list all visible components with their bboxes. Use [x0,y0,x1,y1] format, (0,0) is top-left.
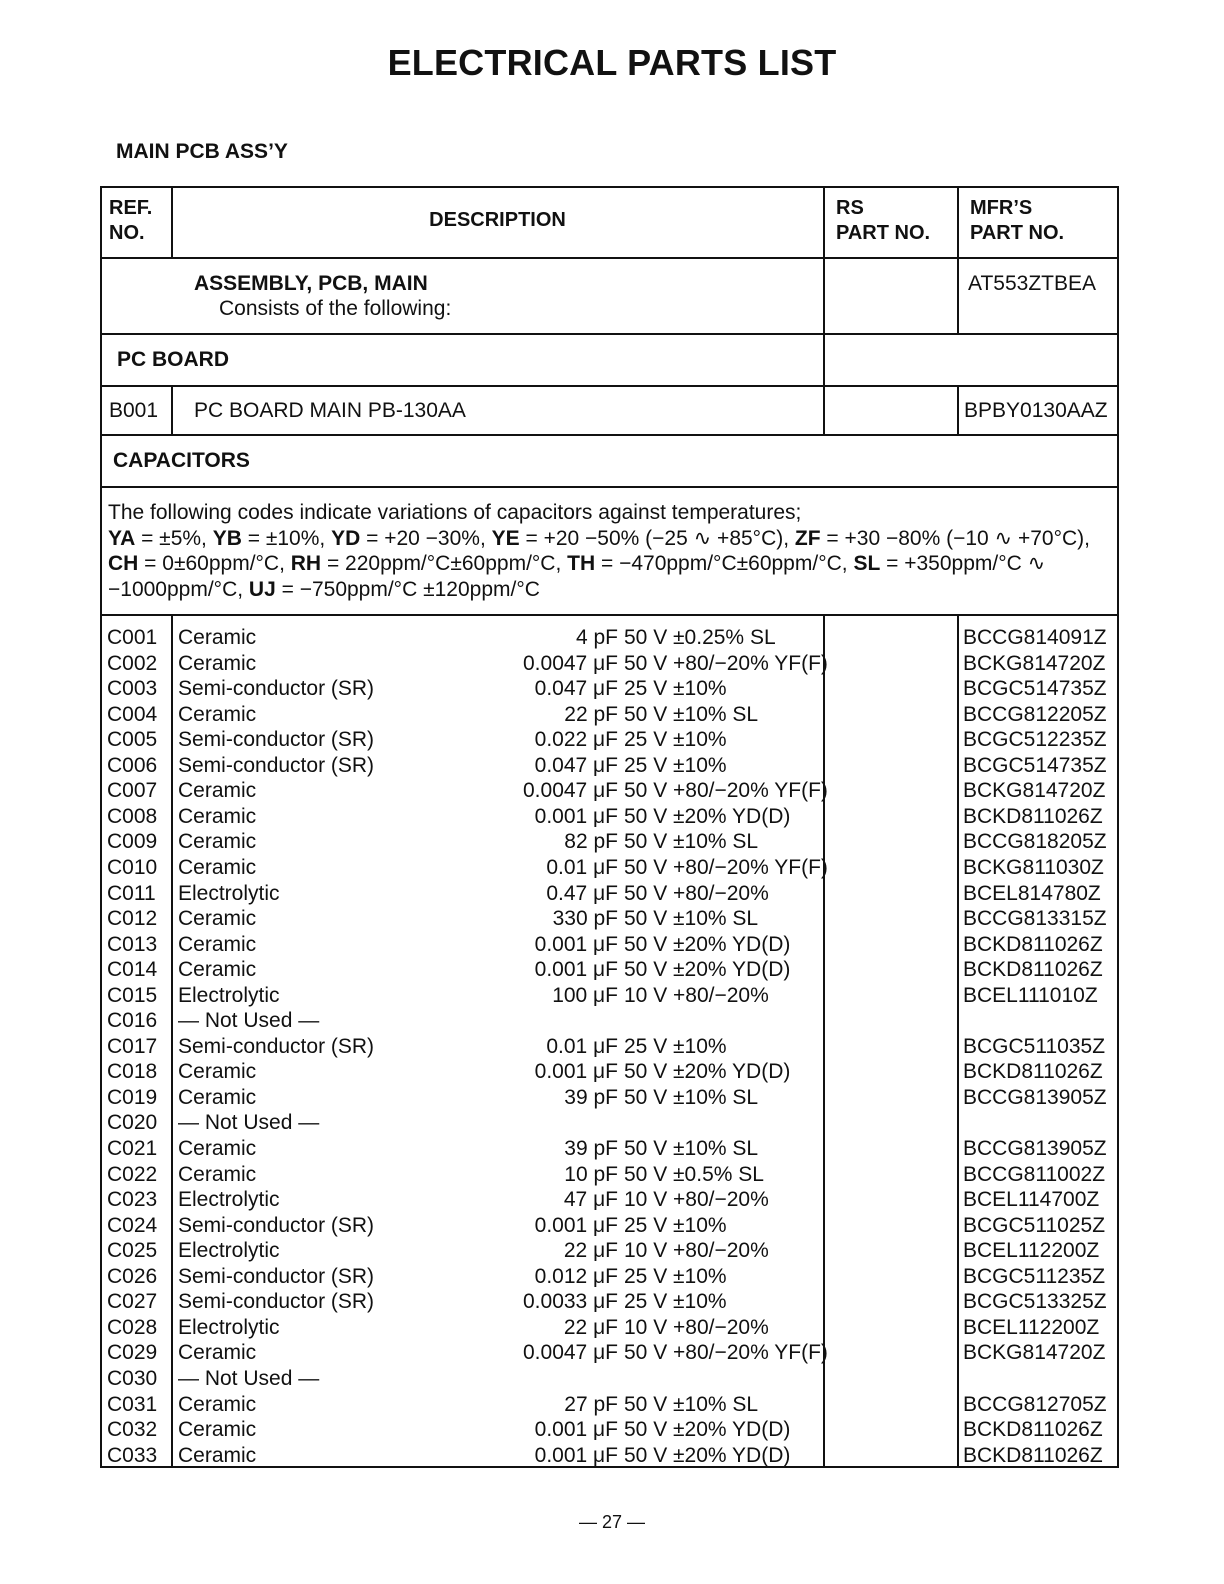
table-row [102,957,1117,983]
row-ref: C028 [107,1315,158,1339]
row-ref: C030 [107,1366,158,1390]
table-row [102,983,1117,1009]
row-mfr-part: BCEL814780Z [963,881,1101,905]
row-mfr-part: BCCG812205Z [963,702,1107,726]
table-row [102,1213,1117,1239]
row-ref: C025 [107,1239,158,1263]
row-ref: C033 [107,1443,158,1467]
row-ref: C029 [107,1341,158,1365]
table-row [102,1315,1117,1341]
table-row [102,1443,1117,1469]
row-spec: 50 V ±20% YD(D) [624,958,791,982]
row-ref: C023 [107,1188,158,1212]
row-spec: 50 V ±20% YD(D) [624,932,791,956]
table-row [102,855,1117,881]
row-type: Ceramic [178,804,257,828]
row-spec: 25 V ±10% [624,677,727,701]
row-type: Electrolytic [178,983,280,1007]
row-value: 10 pF [564,1162,618,1186]
row-type: Ceramic [178,1137,257,1160]
row-ref: C018 [107,1060,158,1084]
row-mfr-part: BCGC513325Z [963,1290,1107,1314]
pcboard-row-divider [102,434,1117,436]
row-mfr-part: BCKD811026Z [963,1060,1103,1084]
row-mfr-part: BCEL112200Z [963,1239,1100,1263]
row-spec: 50 V ±20% YD(D) [624,1060,791,1084]
row-type: Ceramic [178,1443,257,1467]
table-row [102,1417,1117,1443]
row-mfr-part: BCKD811026Z [963,1418,1103,1442]
row-value: 0.001 μF [534,958,618,982]
page-title: ELECTRICAL PARTS LIST [387,42,837,83]
row-value: 27 pF [564,1392,618,1416]
row-type: Ceramic [178,1085,257,1109]
table-row [102,1110,1117,1136]
row-ref: C031 [107,1392,158,1416]
row-spec: 50 V ±10% SL [624,1392,759,1416]
row-spec: 10 V +80/−20% [624,1188,769,1212]
row-ref: C019 [107,1085,158,1109]
row-spec: 25 V ±10% [624,1034,727,1058]
row-ref: C022 [107,1162,158,1186]
table-row [102,651,1117,677]
table-row [102,1085,1117,1111]
parts-table [100,186,1119,1468]
table-row [102,676,1117,702]
section-title: MAIN PCB ASS’Y [116,140,288,163]
row-spec: 10 V +80/−20% [624,983,769,1007]
row-mfr-part: BCKD811026Z [963,958,1103,982]
row-spec: 50 V ±10% SL [624,830,759,854]
row-spec: 50 V +80/−20% YF(F) [624,651,828,675]
row-ref: C016 [107,1009,158,1033]
row-type: Ceramic [178,1162,257,1186]
row-spec: 50 V ±10% SL [624,907,759,931]
row-type: Semi-conductor (SR) [178,753,375,777]
row-value: 0.047 μF [534,677,618,701]
row-value: 0.001 μF [534,1443,618,1467]
row-spec: 50 V +80/−20% YF(F) [624,1341,828,1365]
row-value: 0.001 μF [534,1418,618,1442]
row-value: 0.001 μF [534,1060,618,1084]
table-row [102,1136,1117,1162]
row-value: 0.001 μF [534,1213,618,1237]
row-mfr-part: BCGC514735Z [963,753,1107,777]
table-row [102,1034,1117,1060]
row-spec: 25 V ±10% [624,1264,727,1288]
row-type: Ceramic [178,1418,257,1442]
row-type: Ceramic [178,958,257,982]
table-row [102,1366,1117,1392]
row-mfr-part: BCGC512235Z [963,728,1107,752]
row-type: Semi-conductor (SR) [178,1213,375,1237]
row-mfr-part: BCGC511235Z [963,1264,1106,1288]
row-type: Semi-conductor (SR) [178,728,375,752]
row-ref: C004 [107,702,158,726]
row-mfr-part: BCEL112200Z [963,1315,1100,1339]
row-type: Ceramic [178,830,257,854]
row-value: 0.0047 μF [523,651,618,675]
row-mfr-part: BCCG813905Z [963,1085,1107,1109]
row-mfr-part: BCCG813905Z [963,1137,1107,1160]
row-type: Semi-conductor (SR) [178,1290,375,1314]
row-spec: 25 V ±10% [624,728,727,752]
assembly-name: ASSEMBLY, PCB, MAIN [194,272,428,295]
row-mfr-part: BCCG812705Z [963,1392,1107,1416]
row-ref: C011 [107,881,156,905]
mfr-col-divider [957,385,959,434]
row-ref: C010 [107,855,158,879]
row-value: 22 μF [563,1315,618,1339]
assembly-note: Consists of the following: [219,297,452,320]
row-ref: C015 [107,983,158,1007]
row-type: — Not Used — [178,1009,320,1033]
row-spec: 50 V ±0.25% SL [624,626,776,649]
row-ref: C020 [107,1111,158,1135]
row-value: 330 pF [552,907,618,931]
assembly-divider [102,333,1117,335]
mfr-col-divider [957,188,959,333]
row-type: — Not Used — [178,1366,320,1390]
row-spec: 25 V ±10% [624,753,727,777]
row-value: 0.0033 μF [523,1290,618,1314]
row-ref: C008 [107,804,158,828]
row-ref: C021 [107,1137,158,1160]
row-type: Semi-conductor (SR) [178,1034,375,1058]
row-ref: C009 [107,830,158,854]
row-value: 22 μF [563,1239,618,1263]
row-ref: C017 [107,1034,158,1058]
row-ref: C032 [107,1418,158,1442]
row-value: 0.001 μF [534,804,618,828]
pcboard-heading: PC BOARD [117,348,230,371]
row-ref: C002 [107,651,158,675]
capacitor-code-legend: The following codes indicate variations of capacitors against temperatures; YA = ±5%, YB = ±10%, YD = +20 −30%, YE = +20 −50% (−25 ∿ +85°C), ZF = +30 −80% (−10 ∿ +70°C), CH = 0±60ppm/°C, RH = 220ppm/°C±60ppm/°C, TH = −470ppm/°C±60ppm/°C, SL = +350ppm/°C ∿ −1000ppm/°C, UJ = −750ppm/°C ±120ppm/°C [108,501,1090,601]
row-mfr-part: BCKD811026Z [963,932,1103,956]
table-row [102,1340,1117,1366]
row-value: 0.001 μF [534,932,618,956]
table-row [102,906,1117,932]
header-description: DESCRIPTION [429,209,566,231]
row-type: Electrolytic [178,1315,280,1339]
row-value: 39 pF [564,1085,618,1109]
row-value: 39 pF [564,1137,618,1160]
row-ref: C014 [107,958,158,982]
pcboard-mfr-part: BPBY0130AAZ [964,399,1108,422]
row-spec: 50 V ±20% YD(D) [624,1443,791,1467]
row-spec: 50 V ±10% SL [624,702,759,726]
row-mfr-part: BCGC514735Z [963,677,1107,701]
row-type: Semi-conductor (SR) [178,677,375,701]
table-row [102,932,1117,958]
table-row [102,804,1117,830]
row-type: Electrolytic [178,1188,280,1212]
row-ref: C005 [107,728,158,752]
table-row [102,753,1117,779]
row-value: 0.0047 μF [523,1341,618,1365]
row-value: 0.47 μF [546,881,618,905]
assembly-mfr-part: AT553ZTBEA [968,272,1096,295]
row-ref: C026 [107,1264,158,1288]
row-type: Ceramic [178,1341,257,1365]
pcboard-description: PC BOARD MAIN PB-130AA [194,399,466,422]
row-spec: 25 V ±10% [624,1213,727,1237]
table-row [102,1238,1117,1264]
row-value: 0.012 μF [534,1264,618,1288]
page-number: — 27 — [578,1512,646,1532]
row-spec: 50 V ±20% YD(D) [624,804,791,828]
table-row [102,1289,1117,1315]
row-spec: 10 V +80/−20% [624,1239,769,1263]
row-value: 22 pF [564,702,618,726]
row-spec: 10 V +80/−20% [624,1315,769,1339]
row-spec: 50 V +80/−20% YF(F) [624,779,828,803]
row-ref: C027 [107,1290,158,1314]
codes-divider [102,614,1117,616]
row-type: Ceramic [178,855,257,879]
row-value: 0.047 μF [534,753,618,777]
row-mfr-part: BCEL114700Z [963,1188,1100,1212]
row-type: Ceramic [178,779,257,803]
table-row [102,1162,1117,1188]
row-ref: C001 [107,626,158,649]
row-ref: C024 [107,1213,158,1237]
row-type: Semi-conductor (SR) [178,1264,375,1288]
row-type: Ceramic [178,1060,257,1084]
row-mfr-part: BCKD811026Z [963,1443,1103,1467]
row-spec: 50 V ±10% SL [624,1085,759,1109]
row-spec: 50 V +80/−20% [624,881,769,905]
row-type: — Not Used — [178,1111,320,1135]
row-value: 0.0047 μF [523,779,618,803]
row-mfr-part: BCCG814091Z [963,626,1107,649]
row-ref: C006 [107,753,158,777]
ref-col-divider [171,385,173,434]
row-ref: C013 [107,932,158,956]
row-type: Ceramic [178,907,257,931]
row-value: 0.022 μF [534,728,618,752]
row-spec: 50 V +80/−20% YF(F) [624,855,828,879]
row-type: Ceramic [178,651,257,675]
table-row [102,1264,1117,1290]
row-type: Electrolytic [178,881,280,905]
header-rs-part-no: RS PART NO. [836,197,931,244]
table-row [102,1059,1117,1085]
row-type: Electrolytic [178,1239,280,1263]
pcboard-ref: B001 [109,399,159,422]
table-row [102,727,1117,753]
row-mfr-part: BCKG814720Z [963,651,1106,675]
row-value: 100 μF [552,983,618,1007]
row-mfr-part: BCKG811030Z [963,855,1104,879]
table-row [102,702,1117,728]
row-mfr-part: BCCG813315Z [963,907,1107,931]
header-mfr-part-no: MFR’S PART NO. [970,197,1065,244]
capacitors-heading: CAPACITORS [113,449,250,472]
row-mfr-part: BCCG811002Z [963,1162,1106,1186]
header-ref-no: REF. NO. [109,197,153,244]
row-value: 47 μF [563,1188,618,1212]
row-value: 4 pF [575,626,618,649]
table-row [102,829,1117,855]
row-spec: 50 V ±0.5% SL [624,1162,764,1186]
table-row [102,1187,1117,1213]
row-type: Ceramic [178,1392,257,1416]
row-spec: 50 V ±20% YD(D) [624,1418,791,1442]
row-mfr-part: BCKG814720Z [963,1341,1106,1365]
row-value: 0.01 μF [546,1034,618,1058]
header-divider [102,257,1117,259]
row-value: 0.01 μF [546,855,618,879]
row-ref: C012 [107,907,158,931]
row-mfr-part: BCEL111010Z [963,983,1098,1007]
table-row [102,778,1117,804]
capacitors-heading-divider [102,486,1117,488]
row-value: 82 pF [564,830,618,854]
row-type: Ceramic [178,626,257,649]
row-spec: 50 V ±10% SL [624,1137,759,1160]
table-row [102,881,1117,907]
row-ref: C003 [107,677,158,701]
row-type: Ceramic [178,932,257,956]
row-mfr-part: BCKG814720Z [963,779,1106,803]
pcboard-heading-divider [102,385,1117,387]
row-mfr-part: BCGC511025Z [963,1213,1106,1237]
row-type: Ceramic [178,702,257,726]
table-row [102,1008,1117,1034]
row-ref: C007 [107,779,158,803]
table-row [102,1392,1117,1418]
row-mfr-part: BCKD811026Z [963,804,1103,828]
row-mfr-part: BCCG818205Z [963,830,1107,854]
rs-col-divider [823,188,825,434]
row-mfr-part: BCGC511035Z [963,1034,1106,1058]
row-spec: 25 V ±10% [624,1290,727,1314]
table-row [102,625,1117,651]
